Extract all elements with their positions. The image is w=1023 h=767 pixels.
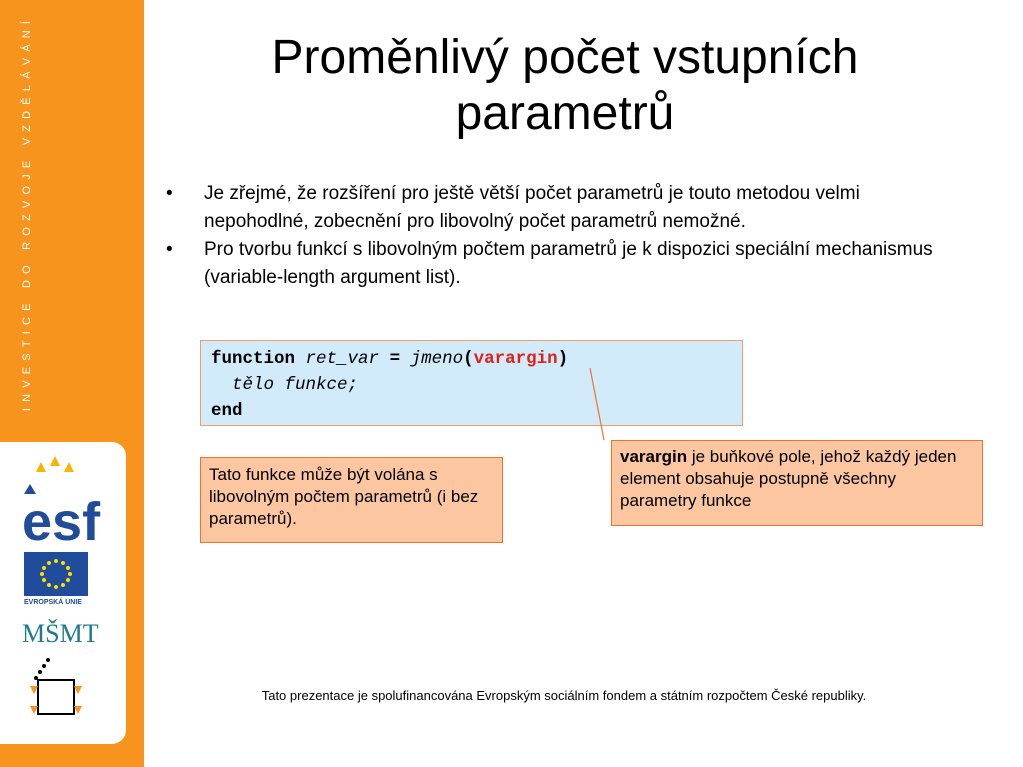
code-keyword-function: function — [211, 349, 296, 369]
esf-logo — [22, 456, 101, 552]
code-line-2 — [211, 372, 742, 398]
logo-panel — [0, 442, 126, 744]
code-function-name: jmeno — [410, 349, 464, 369]
msmt-logo — [22, 619, 99, 648]
logos — [0, 442, 126, 744]
eu-logo — [24, 552, 88, 606]
esf-logo-text: esf — [22, 492, 101, 552]
note-left-text: Tato funkce může být volána s libovolným počtem parametrů (i bez parametrů). — [209, 465, 479, 528]
esf-star-1 — [36, 462, 46, 472]
code-line-1 — [211, 346, 742, 372]
sidebar — [0, 0, 144, 767]
bullet-marker: • — [166, 239, 173, 260]
code-ret-var: ret_var — [305, 349, 380, 369]
code-equals: = — [389, 349, 401, 369]
code-keyword-end: end — [211, 401, 243, 421]
slide-title-line-2: parametrů — [455, 87, 675, 140]
footer-note: Tato prezentace je spolufinancována Evropským sociálním fondem a státním rozpočtem České republiky. — [261, 688, 867, 703]
bullet-text: Pro tvorbu funkcí s libovolným počtem parametrů je k dispozici speciální mechanismus (variable-length argument list). — [204, 239, 933, 288]
slide-title — [150, 30, 980, 142]
opvk-logo — [30, 658, 82, 714]
msmt-logo-text: MŠMT — [22, 619, 99, 648]
bullet-text: Je zřejmé, že rozšíření pro ještě větší počet parametrů je touto metodou velmi nepohodlné, zobecnění pro libovolný počet parametrů nemožné. — [204, 183, 860, 232]
code-block — [200, 340, 743, 426]
note-callout-left — [200, 457, 503, 543]
bullet-item — [166, 180, 966, 236]
note-callout-right — [611, 440, 983, 526]
bullet-item — [166, 236, 966, 292]
bullet-list — [166, 180, 966, 292]
eu-flag — [24, 552, 88, 596]
eu-label: EVROPSKÁ UNIE — [24, 599, 82, 606]
bullet-marker: • — [166, 183, 173, 204]
code-paren-open: ( — [463, 349, 474, 369]
code-paren-close: ) — [557, 349, 569, 369]
code-varargin: varargin — [473, 349, 558, 369]
code-body: tělo funkce; — [232, 375, 359, 395]
code-line-3 — [211, 398, 742, 424]
slide-title-line-1: Proměnlivý počet vstupních — [271, 31, 859, 84]
vertical-slogan — [12, 8, 42, 418]
vertical-slogan-text: INVESTICE DO ROZVOJE VZDĚLÁVÁNÍ — [21, 14, 34, 412]
note-right-term: varargin — [620, 447, 688, 466]
esf-star-2 — [50, 456, 60, 466]
note-right-text: je buňkové pole, jehož každý jeden element obsahuje postupně všechny parametry funkce — [620, 447, 957, 510]
esf-star-3 — [64, 462, 74, 472]
